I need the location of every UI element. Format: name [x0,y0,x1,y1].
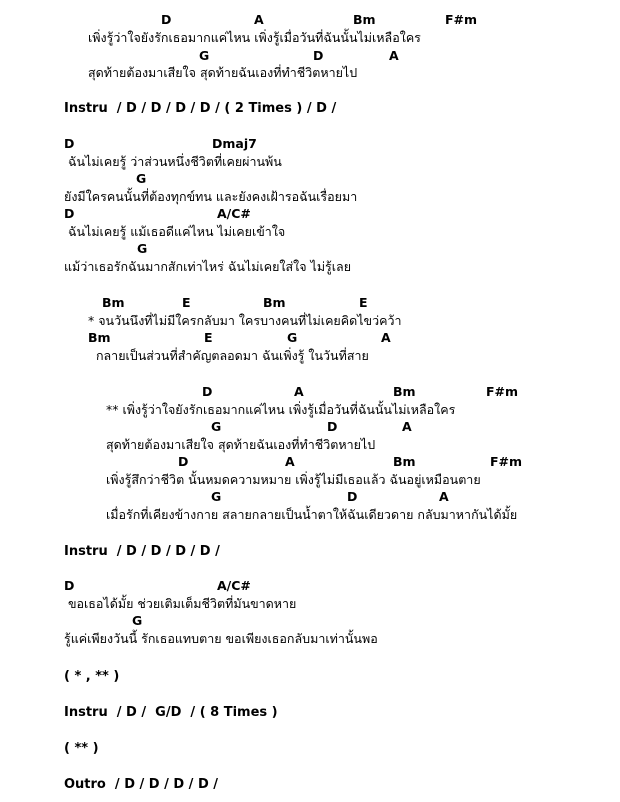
repeat-marker: ( ** ) [64,741,99,756]
lyric-line: สุดท้ายต้องมาเสียใจ สุดท้ายฉันเองที่ทำชีวิตหายไป [106,437,376,452]
chord-d: D [64,578,75,593]
chord-a: A [439,489,449,504]
chord-g: G [137,241,148,256]
lyric-line: สุดท้ายต้องมาเสียใจ สุดท้ายฉันเองที่ทำชีวิตหายไป [88,65,358,80]
chord-g: G [211,489,222,504]
chord-a: A [381,330,391,345]
chord-g: G [136,171,147,186]
chord-d: D [64,136,75,151]
instrumental-line: Instru / D / D / D / D / [64,544,220,559]
chord-fsharp-m: F#m [490,454,523,469]
lyric-line: รู้แค่เพียงวันนี้ รักเธอแทบตาย ขอเพียงเธอกลับมาเท่านั้นพอ [64,631,378,646]
chord-d: D [161,12,172,27]
chord-bm: Bm [393,384,416,399]
chord-d: D [64,206,75,221]
chord-d: D [178,454,189,469]
instrumental-line: Instru / D / G/D / ( 8 Times ) [64,705,278,720]
lyric-line: ** เพิ่งรู้ว่าใจยังรักเธอมากแค่ไหน เพิ่งรู้เมื่อวันที่ฉันนั้นไม่เหลือใคร [106,402,456,417]
chord-fsharp-m: F#m [486,384,519,399]
lyric-line: แม้ว่าเธอรักฉันมากสักเท่าไหร่ ฉันไม่เคยใส่ใจ ไม่รู้เลย [64,259,352,274]
chord-bm: Bm [88,330,111,345]
chord-e: E [359,295,368,310]
chord-bm: Bm [353,12,376,27]
lyric-line: ฉันไม่เคยรู้ แม้เธอดีแค่ไหน ไม่เคยเข้าใจ [64,224,286,239]
chord-g: G [287,330,298,345]
chord-bm: Bm [263,295,286,310]
outro-line: Outro / D / D / D / D / [64,777,219,792]
chord-a-over-csharp: A/C# [217,206,251,221]
chord-a: A [294,384,304,399]
chord-a: A [254,12,264,27]
chord-dmaj7: Dmaj7 [212,136,257,151]
chord-d: D [347,489,358,504]
lyric-line: ขอเธอได้มั้ย ช่วยเติมเต็มชีวิตที่มันขาดหาย [64,596,297,611]
chord-a: A [389,48,399,63]
lyric-line: กลายเป็นส่วนที่สำคัญตลอดมา ฉันเพิ่งรู้ ในวันที่สาย [88,348,369,363]
chord-a: A [285,454,295,469]
chord-e: E [204,330,213,345]
chord-bm: Bm [102,295,125,310]
chord-g: G [211,419,222,434]
chord-fsharp-m: F#m [445,12,478,27]
lyric-line: เพิ่งรู้สึกว่าชีวิต นั้นหมดความหมาย เพิ่งรู้ไม่มีเธอแล้ว ฉันอยู่เหมือนตาย [106,472,481,487]
lyric-line: * จนวันนึงที่ไม่มีใครกลับมา ใครบางคนที่ไม่เคยคิดไขว่คว้า [88,313,402,328]
repeat-marker: ( * , ** ) [64,669,120,684]
chord-g: G [132,613,143,628]
lyric-line: ยังมีใครคนนั้นที่ต้องทุกข์ทน และยังคงเฝ้ารอฉันเรื่อยมา [64,189,358,204]
chord-d: D [202,384,213,399]
chord-a-over-csharp: A/C# [217,578,251,593]
chord-a: A [402,419,412,434]
chord-g: G [199,48,210,63]
chord-d: D [327,419,338,434]
lyric-line: เมื่อรักที่เคียงข้างกาย สลายกลายเป็นน้ำตาให้ฉันเดียวดาย กลับมาหากันได้มั้ย [106,507,518,522]
instrumental-line: Instru / D / D / D / D / ( 2 Times ) / D / [64,101,337,116]
chord-e: E [182,295,191,310]
chord-bm: Bm [393,454,416,469]
chord-d: D [313,48,324,63]
lyric-line: ฉันไม่เคยรู้ ว่าส่วนหนึ่งชีวิตที่เคยผ่านพ้น [64,154,282,169]
lyric-line: เพิ่งรู้ว่าใจยังรักเธอมากแค่ไหน เพิ่งรู้เมื่อวันที่ฉันนั้นไม่เหลือใคร [88,30,421,45]
